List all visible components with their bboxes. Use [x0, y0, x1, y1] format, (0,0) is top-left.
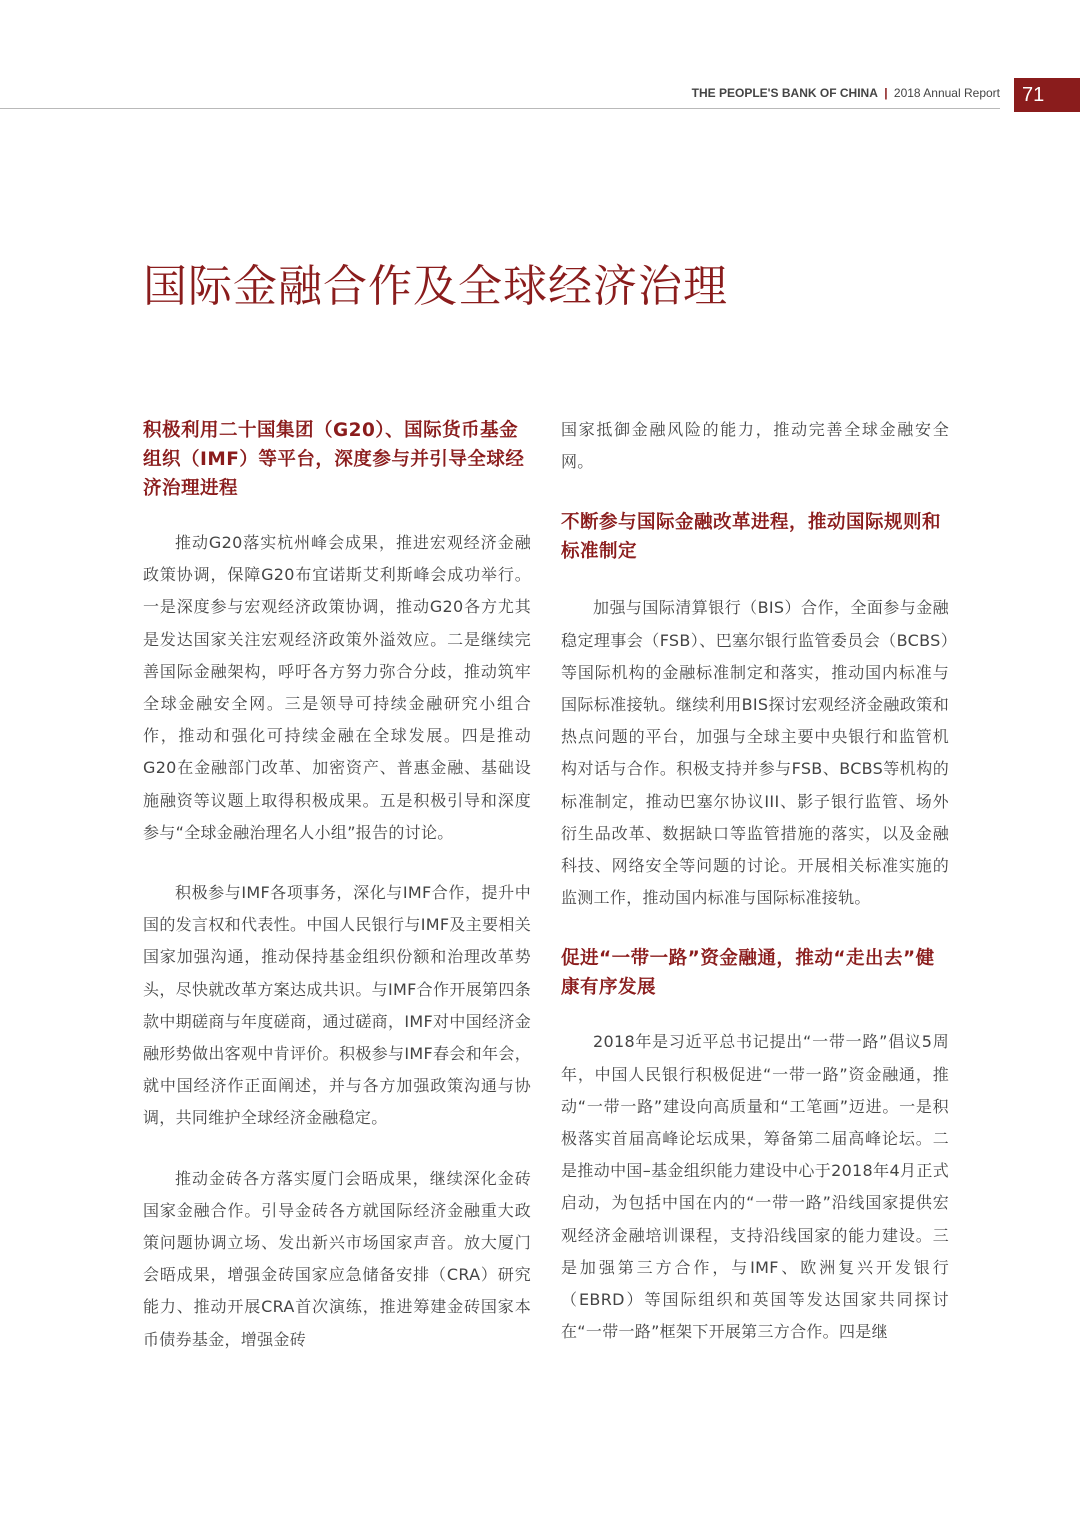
section-heading-g20-imf: 积极利用二十国集团（G20）、国际货币基金组织（IMF）等平台，深度参与并引导全球经济治理进程: [143, 420, 525, 499]
section-heading-belt-road: 促进“一带一路”资金融通，推动“走出去”健康有序发展: [561, 948, 935, 999]
header-separator: |: [884, 86, 888, 100]
header-bank-name: THE PEOPLE'S BANK OF CHINA: [691, 86, 878, 100]
section-heading-intl-reform: 不断参与国际金融改革进程，推动国际规则和标准制定: [561, 512, 942, 563]
paragraph-brics: 推动金砖各方落实厦门会晤成果，继续深化金砖国家金融合作。引导金砖各方就国际经济金融重大政策问题协调立场、发出新兴市场国家声音。放大厦门会晤成果，增强金砖国家应急储备安排（CRA）研究能力、推动开展CRA首次演练，推进筹建金砖国家本币债券基金，增强金砖: [143, 1168, 531, 1349]
header-divider: [0, 108, 1000, 109]
paragraph-g20: 推动G20落实杭州峰会成果，推进宏观经济金融政策协调，保障G20布宜诺斯艾利斯峰会成功举行。一是深度参与宏观经济政策协调，推动G20各方尤其是发达国家关注宏观经济政策外溢效应。二是继续完善国际金融架构，呼吁各方努力弥合分歧，推动筑牢全球金融安全网。三是领导可持续金融研究小组合作，推动和强化可持续金融在全球发展。四是推动G20在金融部门改革、加密资产、普惠金融、基础设施融资等议题上取得积极成果。五是积极引导和深度参与“全球金融治理名人小组”报告的讨论。: [143, 533, 531, 842]
page-number: 71: [1014, 78, 1080, 112]
paragraph-intl-reform: 加强与国际清算银行（BIS）合作，全面参与金融稳定理事会（FSB）、巴塞尔银行监管委员会（BCBS）等国际机构的金融标准制定和落实，推动国内标准与国际标准接轨。继续利用BIS探讨宏观经济金融政策和热点问题的平台，加强与全球主要中央银行和监管机构对话与合作。积极支持并参与FSB、BCBS等机构的标准制定，推动巴塞尔协议III、影子银行监管、场外衍生品改革、数据缺口等监管措施的落实，以及金融科技、网络安全等问题的讨论。开展相关标准实施的监测工作，推动国内标准与国际标准接轨。: [561, 598, 949, 908]
paragraph-continuation: 国家抵御金融风险的能力，推动完善全球金融安全网。: [561, 420, 949, 472]
running-header: [692, 86, 1000, 100]
paragraph-belt-road: 2018年是习近平总书记提出“一带一路”倡议5周年，中国人民银行积极促进“一带一路”资金融通，推动“一带一路”建设向高质量和“工笔画”迈进。一是积极落实首届高峰论坛成果，筹备第二届高峰论坛。二是推动中国–基金组织能力建设中心于2018年4月正式启动，为包括中国在内的“一带一路”沿线国家提供宏观经济金融培训课程，支持沿线国家的能力建设。三是加强第三方合作，与IMF、欧洲复兴开发银行（EBRD）等国际组织和英国等发达国家共同探讨在“一带一路”框架下开展第三方合作。四是继: [561, 1032, 949, 1342]
right-column: [561, 414, 949, 1348]
header-report-name: 2018 Annual Report: [893, 86, 1000, 100]
left-column: [143, 416, 531, 1356]
paragraph-imf: 积极参与IMF各项事务，深化与IMF合作，提升中国的发言权和代表性。中国人民银行与IMF及主要相关国家加强沟通，推动保持基金组织份额和治理改革势头，尽快就改革方案达成共识。与IMF合作开展第四条款中期磋商与年度磋商，通过磋商，IMF对中国经济金融形势做出客观中肯评价。积极参与IMF春会和年会，就中国经济作正面阐述，并与各方加强政策沟通与协调，共同维护全球经济金融稳定。: [143, 883, 531, 1128]
page-title: 国际金融合作及全球经济治理: [143, 261, 728, 312]
